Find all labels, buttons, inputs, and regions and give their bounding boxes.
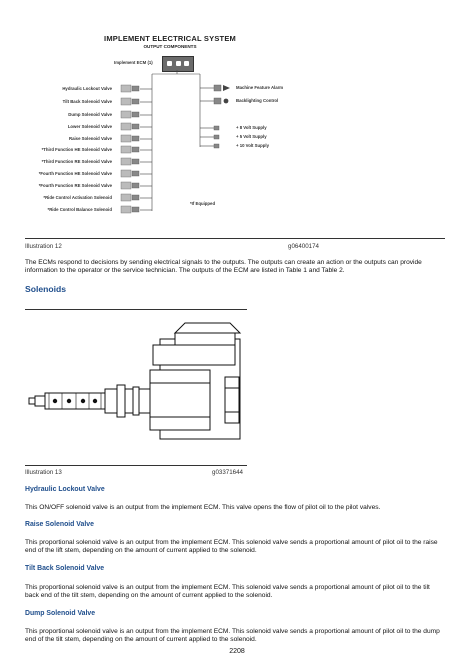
output-label-lower: Lower Solenoid Valve (67, 124, 112, 129)
illustration-13-id: g03371644 (212, 469, 243, 476)
output-label-8v: + 8 Volt Supply (236, 125, 267, 130)
tilt-back-heading: Tilt Back Solenoid Valve (25, 565, 105, 572)
divider (25, 465, 247, 466)
output-label-fourth-re: *Fourth Function RE Solenoid Valve (38, 183, 112, 188)
raise-solenoid-heading: Raise Solenoid Valve (25, 521, 94, 528)
ecm-number: (1) (147, 60, 153, 65)
output-label-backlighting: Backlighting Control (236, 98, 279, 103)
wiring-lines (0, 0, 474, 240)
output-label-fourth-he: *Fourth Function HE Solenoid Valve (38, 171, 112, 176)
output-label-ride-activation: *Ride Control Activation Solenoid (43, 195, 112, 200)
output-label-dump: Dump Solenoid Valve (68, 112, 112, 117)
intro-paragraph: The ECMs respond to decisions by sending electrical signals to the outputs. The outputs can create an action or the outputs can provide information to the operator or the service technician. The outputs of the ECM are listed in Table 1 and Table 2. (25, 259, 422, 275)
output-label-tilt-back: Tilt Back Solenoid Valve (62, 99, 112, 104)
divider (25, 309, 247, 310)
raise-solenoid-text: This proportional solenoid valve is an output from the implement ECM. This solenoid valve sends a proportional amount of pilot oil to the raise end of the lift stem, depending on the amount of current applied to the solenoid. (25, 539, 438, 555)
dump-solenoid-text: This proportional solenoid valve is an output from the implement ECM. This solenoid valve sends a proportional amount of pilot oil to the dump end of the tilt stem, depending on the amount of current applied to the solenoid. (25, 628, 440, 644)
output-label-ride-balance: *Ride Control Balance Solenoid (47, 207, 112, 212)
divider (25, 238, 445, 239)
diagram-subtitle: OUTPUT COMPONENTS (143, 44, 197, 49)
output-label-raise: Raise Solenoid Valve (69, 136, 112, 141)
output-label-machine-alarm: Machine Feature Alarm (236, 85, 284, 90)
page-number: 2208 (229, 648, 245, 655)
output-label-third-re: *Third Function RE Solenoid Valve (41, 159, 112, 164)
output-label-third-he: *Third Function HE Solenoid Valve (41, 147, 112, 152)
footnote-if-equipped: *If Equipped (190, 201, 216, 206)
illustration-13-label: Illustration 13 (25, 469, 62, 476)
diagram-title: IMPLEMENT ELECTRICAL SYSTEM (104, 34, 236, 43)
output-label-10v: + 10 Volt Supply (236, 143, 269, 148)
solenoids-heading: Solenoids (25, 284, 67, 294)
hydraulic-lockout-heading: Hydraulic Lockout Valve (25, 486, 105, 493)
tilt-back-text: This proportional solenoid valve is an output from the implement ECM. This solenoid valve sends a proportional amount of pilot oil to the tilt back end of the tilt stem, depending on the amount of current applied to the solenoid. (25, 584, 430, 600)
solenoid-valve-illustration (25, 315, 255, 465)
output-label-5v: + 5 Volt Supply (236, 134, 267, 139)
output-label-hydraulic-lockout: Hydraulic Lockout Valve (62, 86, 112, 91)
dump-solenoid-heading: Dump Solenoid Valve (25, 610, 96, 617)
illustration-12-label: Illustration 12 (25, 243, 62, 250)
illustration-12-id: g06400174 (288, 243, 319, 250)
ecm-label-text: Implement ECM (114, 60, 147, 65)
hydraulic-lockout-text: This ON/OFF solenoid valve is an output from the implement ECM. This valve opens the flow of pilot oil to the pilot valves. (25, 504, 381, 511)
